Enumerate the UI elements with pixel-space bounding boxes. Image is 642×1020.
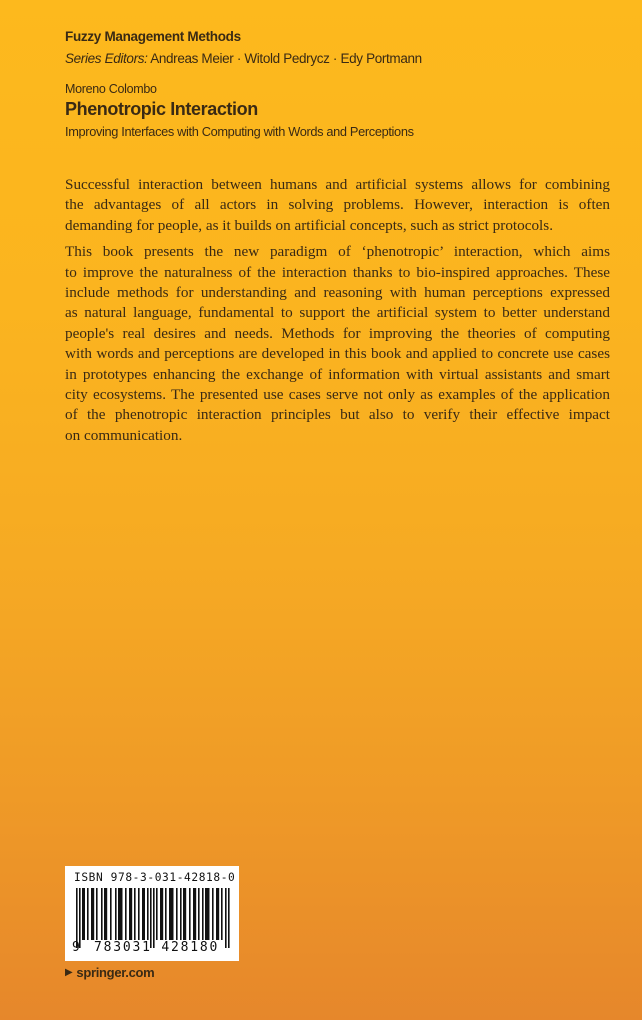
blurb-line: with words and perceptions are developed in this book and applied to concrete use cases (65, 345, 610, 363)
blurb-line: in prototypes enhancing the exchange of information with virtual assistants and smart (65, 365, 610, 383)
barcode-bars-icon (76, 888, 231, 948)
series-editors (65, 51, 422, 66)
blurb-line: as natural language, fundamental to support the artificial system to better understand (65, 304, 610, 322)
blurb-line: city ecosystems. The presented use cases serve not only as examples of the application (65, 386, 610, 404)
play-arrow-icon: ▶ (65, 967, 73, 978)
blurb-line: demanding for people, as it builds on artificial concepts, such as strict protocols. (65, 216, 553, 234)
blurb-line: on communication. (65, 426, 183, 444)
book-title: Phenotropic Interaction (65, 99, 258, 119)
barcode-digit-groups: 783031 428180 (94, 940, 220, 955)
publisher-link[interactable] (65, 965, 154, 980)
blurb-line: of the phenotropic interaction principles but also to verify their effective impact (65, 406, 610, 424)
blurb-line: include methods for understanding and reasoning with human perceptions expressed (65, 284, 610, 302)
isbn-label: ISBN 978-3-031-42818-0 (74, 871, 236, 884)
isbn-barcode (65, 866, 239, 961)
series-editors-names: Andreas Meier · Witold Pedrycz · Edy Portmann (150, 51, 422, 66)
blurb (65, 175, 610, 452)
blurb-line: to improve the naturalness of the interaction thanks to bio-inspired approaches. These (65, 263, 610, 281)
series-editors-label: Series Editors: (65, 51, 148, 66)
blurb-paragraph-2 (65, 242, 610, 446)
barcode-first-digit: 9 (72, 940, 80, 955)
author-name: Moreno Colombo (65, 82, 157, 96)
book-subtitle: Improving Interfaces with Computing with Words and Perceptions (65, 124, 414, 139)
blurb-line: people's real desires and needs. Methods for improving the theories of computing (65, 324, 610, 342)
series-title: Fuzzy Management Methods (65, 29, 241, 44)
blurb-line: This book presents the new paradigm of ‘phenotropic’ interaction, which aims (65, 243, 610, 261)
publisher-url[interactable]: springer.com (76, 965, 155, 980)
blurb-paragraph-1 (65, 175, 610, 236)
blurb-line: the advantages of all actors in solving problems. However, interaction is often (65, 196, 610, 214)
blurb-line: Successful interaction between humans and artificial systems allows for combining (65, 176, 610, 193)
